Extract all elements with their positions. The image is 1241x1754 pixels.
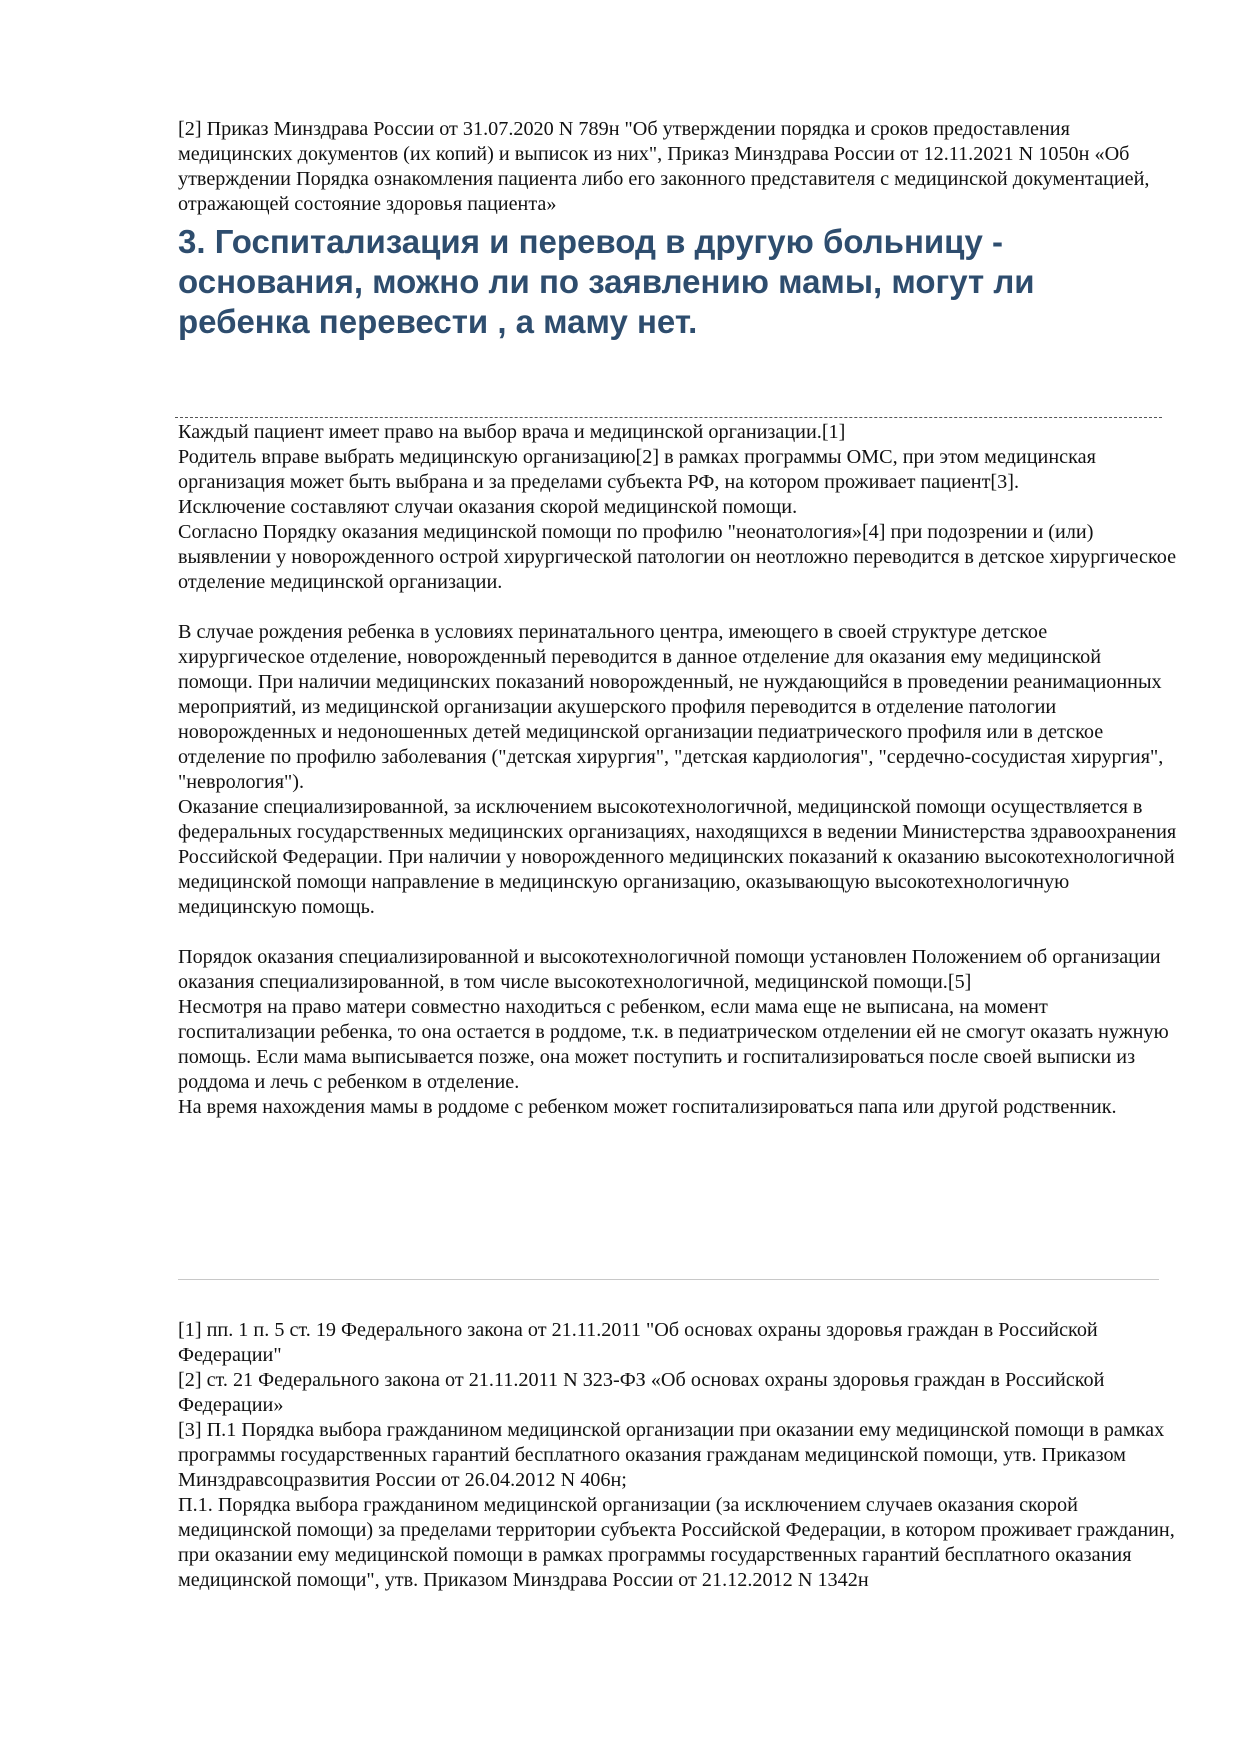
top-section <box>178 117 1178 342</box>
footnote-separator <box>178 1279 1159 1280</box>
dashed-divider <box>175 417 1162 418</box>
footnotes-section <box>178 1318 1178 1593</box>
paragraph-spacer <box>178 595 1178 620</box>
body-paragraph: Несмотря на право матери совместно находиться с ребенком, если мама еще не выписана, на момент госпитализации ребенка, то она остается в роддоме, т.к. в педиатрическом отделении ей не смогут оказать нужную помощь. Если мама выписывается позже, она может поступить и госпитализироваться после своей выписки из роддома и лечь с ребенком в отделение. <box>178 996 1169 1093</box>
body-paragraph: Родитель вправе выбрать медицинскую организацию[2] в рамках программы ОМС, при этом медицинская организация может быть выбрана и за пределами субъекта РФ, на котором проживает пациент[3]. <box>178 446 1096 493</box>
article-body <box>178 420 1178 1120</box>
footnote-item: [2] ст. 21 Федерального закона от 21.11.2011 N 323-ФЗ «Об основах охраны здоровья граждан в Российской Федерации» <box>178 1369 1105 1416</box>
body-paragraph: На время нахождения мамы в роддоме с ребенком может госпитализироваться папа или другой родственник. <box>178 1096 1117 1118</box>
body-paragraph: Согласно Порядку оказания медицинской помощи по профилю "неонатология»[4] при подозрении и (или) выявлении у новорожденного острой хирургической патологии он неотложно переводится в детское хирургическое отделение медицинской организации. <box>178 521 1177 593</box>
body-paragraph: Порядок оказания специализированной и высокотехнологичной помощи установлен Положением об организации оказания специализированной, в том числе высокотехнологичной, медицинской помощи.[5] <box>178 946 1161 993</box>
footnote-carryover: [2] Приказ Минздрава России от 31.07.2020 N 789н "Об утверждении порядка и сроков предоставления медицинских документов (их копий) и выписок из них", Приказ Минздрава России от 12.11.2021 N 1050н «Об утверждении Порядка ознакомления пациента либо его законного представителя с медицинской документацией, отражающей состояние здоровья пациента» <box>178 118 1150 215</box>
paragraph-spacer <box>178 920 1178 945</box>
body-paragraph: Оказание специализированной, за исключением высокотехнологичной, медицинской помощи осуществляется в федеральных государственных медицинских организациях, находящихся в ведении Министерства здравоохранения Российской Федерации. При наличии у новорожденного медицинских показаний к оказанию высокотехнологичной медицинской помощи направление в медицинскую организацию, оказывающую высокотехнологичную медицинскую помощь. <box>178 796 1177 918</box>
footnote-item: [1] пп. 1 п. 5 ст. 19 Федерального закона от 21.11.2011 "Об основах охраны здоровья граждан в Российской Федерации" <box>178 1319 1098 1366</box>
body-paragraph: В случае рождения ребенка в условиях перинатального центра, имеющего в своей структуре детское хирургическое отделение, новорожденный переводится в данное отделение для оказания ему медицинской помощи. При наличии медицинских показаний новорожденный, не нуждающийся в проведении реанимационных мероприятий, из медицинской организации акушерского профиля переводится в отделение патологии новорожденных и недоношенных детей медицинской организации педиатрического профиля или в детское отделение по профилю заболевания ("детская хирургия", "детская кардиология", "сердечно-сосудистая хирургия", "неврология"). <box>178 621 1164 793</box>
body-paragraph: Каждый пациент имеет право на выбор врача и медицинской организации.[1] <box>178 421 846 443</box>
footnote-item: П.1. Порядка выбора гражданином медицинской организации (за исключением случаев оказания скорой медицинской помощи) за пределами территории субъекта Российской Федерации, в котором проживает гражданин, при оказании ему медицинской помощи в рамках программы государственных гарантий бесплатного оказания медицинской помощи", утв. Приказом Минздрава России от 21.12.2012 N 1342н <box>178 1494 1175 1591</box>
footnote-item: [3] П.1 Порядка выбора гражданином медицинской организации при оказании ему медицинской помощи в рамках программы государственных гарантий бесплатного оказания гражданам медицинской помощи, утв. Приказом Минздравсоцразвития России от 26.04.2012 N 406н; <box>178 1419 1165 1491</box>
body-paragraph: Исключение составляют случаи оказания скорой медицинской помощи. <box>178 496 798 518</box>
section-title: 3. Госпитализация и перевод в другую больницу - основания, можно ли по заявлению мамы, могут ли ребенка перевести , а маму нет. <box>178 223 1035 340</box>
